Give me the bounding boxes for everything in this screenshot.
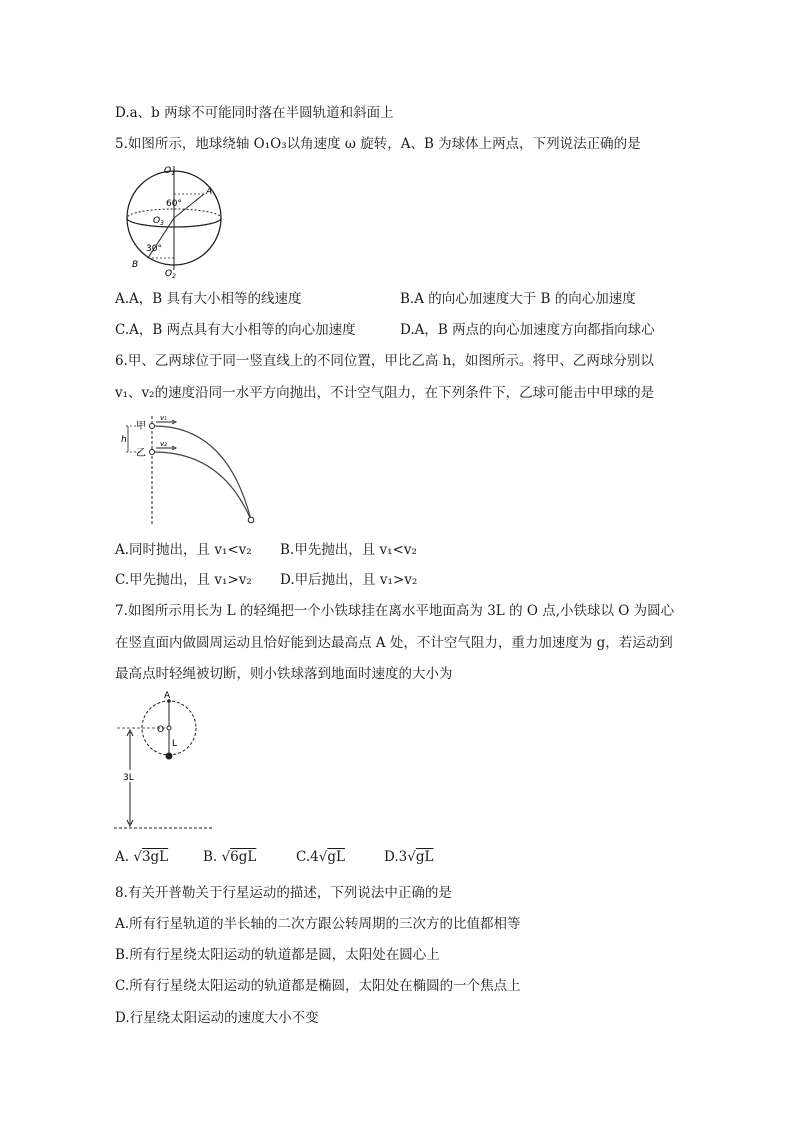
q6-stem-line2: v₁、v₂的速度沿同一水平方向抛出，不计空气阻力，在下列条件下，乙球可能击中甲球的是 [115,385,655,401]
ball-yi [150,450,155,455]
label-o: O [157,725,165,735]
label-angle-60: 60° [166,199,182,209]
label-o3: $O_3$ [153,216,164,227]
trajectory-yi [154,452,251,520]
q6-option-b: B.甲先抛出，且 v₁<v₂ [280,542,417,558]
label-jia: 甲 [136,421,146,432]
label-l: L [172,739,178,749]
q6-stem-line1: 6.甲、乙两球位于同一竖直线上的不同位置，甲比乙高 h，如图所示。将甲、乙两球分别以 [115,353,654,369]
option-d-value: √gL [407,849,434,865]
q6-projectile-figure [112,412,262,530]
q8-option-d: D.行星绕太阳运动的速度大小不变 [115,1010,319,1026]
q7-option-c [296,848,345,866]
label-a: A [206,187,213,197]
trajectory-jia [154,426,251,520]
q5-option-b: B.A 的向心加速度大于 B 的向心加速度 [400,291,636,307]
q5-stem: 5.如图所示，地球绕轴 O₁O₃以角速度 ω 旋转，A、B 为球体上两点，下列说法正确的是 [115,136,641,152]
option-a-value: √3gL [133,849,169,865]
label-b: B [132,260,139,270]
q8-option-b: B.所有行星绕太阳运动的轨道都是圆，太阳处在圆心上 [115,947,440,963]
q7-stem-line3: 最高点时轻绳被切断，则小铁球落到地面时速度的大小为 [115,666,453,682]
q6-option-a: A.同时抛出，且 v₁<v₂ [115,542,252,558]
q7-stem-line1: 7.如图所示用长为 L 的轻绳把一个小铁球挂在离水平地面高为 3L 的 O 点,小铁球以 O 为圆心 [115,603,675,619]
option-b-value: √6gL [221,849,257,865]
q7-option-a [115,848,168,866]
q7-option-b [203,848,256,866]
q4-option-d: D.a、b 两球不可能同时落在半圆轨道和斜面上 [115,105,394,121]
option-c-coef: 4 [310,849,319,865]
option-c-value: √gL [318,849,345,865]
q6-option-d: D.甲后抛出，且 v₁>v₂ [280,572,418,588]
label-o2: $O_2$ [165,269,176,278]
q5-option-a: A.A，B 具有大小相等的线速度 [115,291,302,307]
label-yi: 乙 [136,448,146,459]
q5-option-c: C.A，B 两点具有大小相等的向心加速度 [115,322,356,338]
q5-option-d: D.A，B 两点的向心加速度方向都指向球心 [400,322,655,338]
q7-circle-figure [112,690,222,830]
option-c-prefix: C. [296,849,311,865]
option-d-prefix: D. [384,849,399,865]
q7-option-d [384,848,433,866]
q8-stem: 8.有关开普勒关于行星运动的描述，下列说法中正确的是 [115,885,452,901]
label-angle-30: 30° [146,244,162,254]
q6-option-c: C.甲先抛出，且 v₁>v₂ [115,572,252,588]
label-o1: $O_1$ [164,166,175,177]
option-b-prefix: B. [203,849,218,865]
ball-jia [150,424,155,429]
q8-option-c: C.所有行星绕太阳运动的轨道都是椭圆，太阳处在椭圆的一个焦点上 [115,978,521,994]
label-v1: v₁ [160,414,167,422]
label-h: h [121,435,127,445]
iron-ball [166,753,173,760]
label-v2: v₂ [160,440,167,448]
option-d-coef: 3 [398,849,408,865]
q5-earth-figure [112,160,232,278]
option-a-prefix: A. [115,849,130,865]
q8-option-a: A.所有行星轨道的半长轴的二次方跟公转周期的三次方的比值都相等 [115,916,521,932]
meeting-point [248,517,254,523]
label-3l: 3L [123,773,134,783]
q7-stem-line2: 在竖直面内做圆周运动且恰好能到达最高点 A 处，不计空气阻力，重力加速度为 g，若运动到 [115,635,673,651]
center-o [167,726,171,730]
label-a: A [164,691,171,701]
